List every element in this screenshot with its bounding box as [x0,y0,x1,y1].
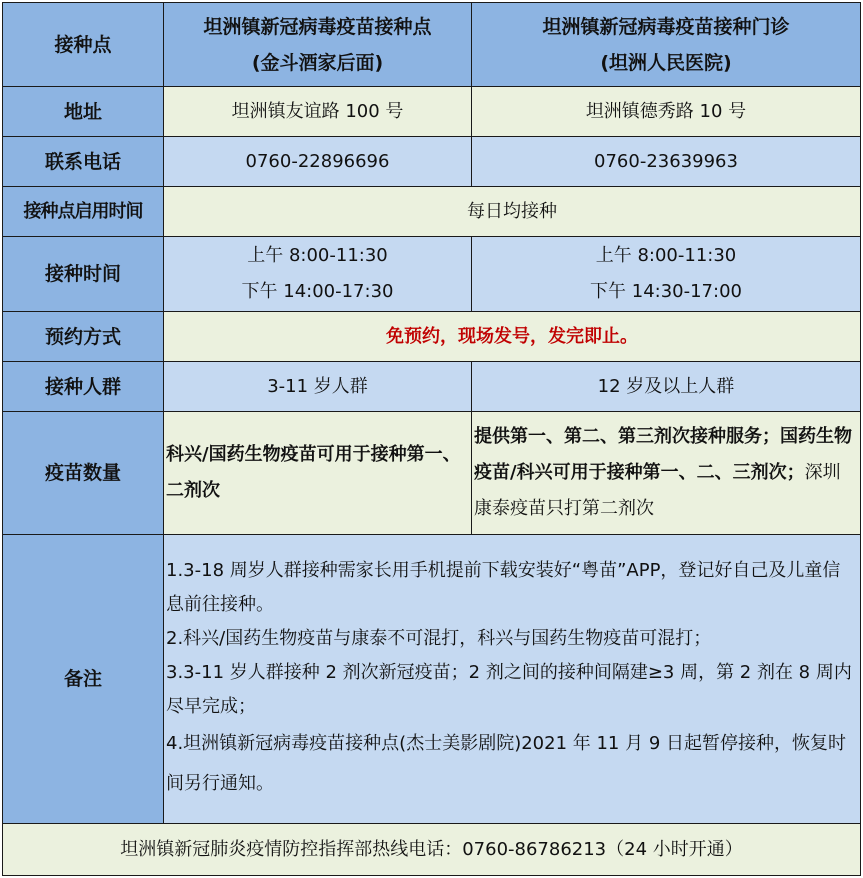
address-row [3,87,861,137]
footer-row [3,824,861,876]
hours-row [3,237,861,312]
note-item: 4.坦洲镇新冠病毒疫苗接种点(杰士美影剧院)2021 年 11 月 9 日起暂停接种，恢复时间另行通知。 [166,733,846,794]
header-row [3,3,861,87]
vaccine-row [3,412,861,535]
site2-name-line: 坦洲镇新冠病毒疫苗接种门诊 [542,15,790,38]
site1-group: 3-11 岁人群 [164,362,472,412]
site1-phone: 0760-22896696 [164,137,472,187]
site2-phone: 0760-23639963 [472,137,861,187]
site1-morning: 上午 8:00-11:30 [247,245,388,266]
note-item: 1.3-18 周岁人群接种需家长用手机提前下载安装好“粤苗”APP，登记好自己及儿童信息前往接种。 [166,560,841,615]
notes-row [3,535,861,824]
site1-name-sub: (金斗酒家后面) [251,51,384,74]
open-value: 每日均接种 [164,187,861,237]
site2-morning: 上午 8:00-11:30 [595,245,737,266]
site1-afternoon: 下午 14:00-17:30 [241,281,394,302]
hours-label: 接种时间 [3,237,164,312]
booking-row [3,312,861,362]
group-label: 接种人群 [3,362,164,412]
site1-name [164,3,472,87]
site2-vaccine [472,412,861,535]
site2-name-sub: (坦洲人民医院) [600,51,732,74]
site2-vaccine-main: 提供第一、第二、第三剂次接种服务；国药生物疫苗/科兴可用于接种第一、二、三剂次； [474,426,852,483]
booking-label: 预约方式 [3,312,164,362]
booking-value: 免预约，现场发号，发完即止。 [164,312,861,362]
site1-name-line: 坦洲镇新冠病毒疫苗接种点 [203,15,432,38]
site1-address: 坦洲镇友谊路 100 号 [164,87,472,137]
note-item: 2.科兴/国药生物疫苗与康泰不可混打，科兴与国药生物疫苗可混打； [166,628,712,649]
site2-address: 坦洲镇德秀路 10 号 [472,87,861,137]
open-row [3,187,861,237]
notes-content [164,535,861,824]
site2-afternoon: 下午 14:30-17:00 [590,281,742,302]
open-label: 接种点启用时间 [3,187,164,237]
site1-vaccine: 科兴/国药生物疫苗可用于接种第一、二剂次 [164,412,472,535]
notes-label: 备注 [3,535,164,824]
phone-label: 联系电话 [3,137,164,187]
vaccine-label: 疫苗数量 [3,412,164,535]
group-row [3,362,861,412]
vaccination-sites-table [2,2,861,876]
note-item: 3.3-11 岁人群接种 2 剂次新冠疫苗；2 剂之间的接种间隔建≥3 周，第 2 剂在 8 周内尽早完成； [166,662,852,717]
address-label: 地址 [3,87,164,137]
site2-vaccine-note: 深圳康泰疫苗只打第二剂次 [474,462,841,519]
site2-group: 12 岁及以上人群 [472,362,861,412]
site2-hours [472,237,861,312]
phone-row [3,137,861,187]
hotline-footer: 坦洲镇新冠肺炎疫情防控指挥部热线电话：0760-86786213（24 小时开通） [3,824,861,876]
header-label: 接种点 [3,3,164,87]
site2-name [472,3,861,87]
site1-hours [164,237,472,312]
